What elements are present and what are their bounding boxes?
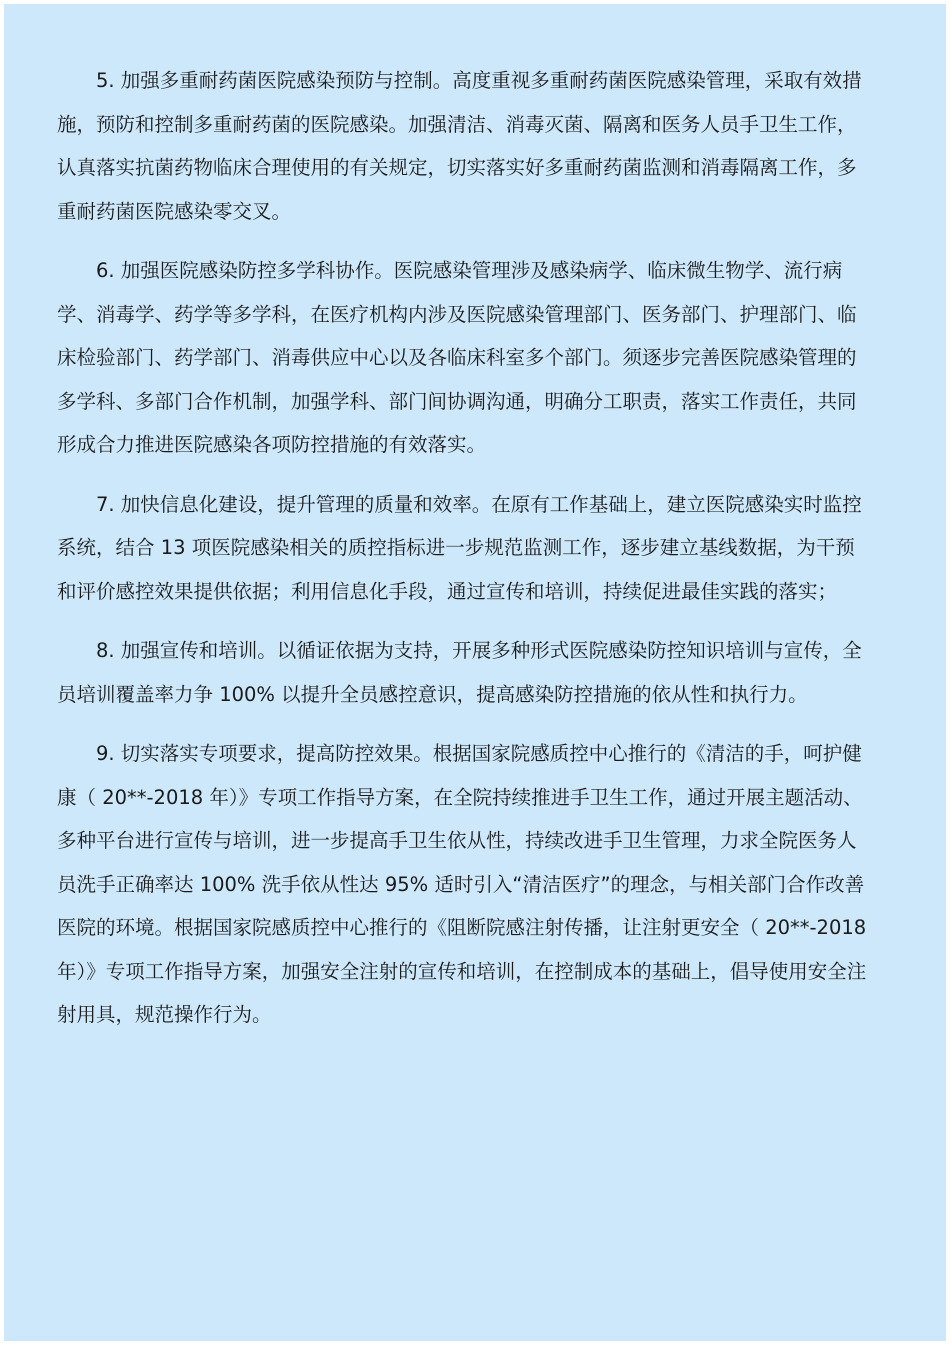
document-body [57, 59, 867, 1053]
paragraph-item-6: 6. 加强医院感染防控多学科协作。医院感染管理涉及感染病学、临床微生物学、流行病学、消毒学、药学等多学科，在医疗机构内涉及医院感染管理部门、医务部门、护理部门、临床检验部门、药学部门、消毒供应中心以及各临床科室多个部门。须逐步完善医院感染管理的多学科、多部门合作机制，加强学科、部门间协调沟通，明确分工职责，落实工作责任，共同形成合力推进医院感染各项防控措施的有效落实。 [57, 259, 857, 456]
paragraph-item-5: 5. 加强多重耐药菌医院感染预防与控制。高度重视多重耐药菌医院感染管理，采取有效措施，预防和控制多重耐药菌的医院感染。加强清洁、消毒灭菌、隔离和医务人员手卫生工作，认真落实抗菌药物临床合理使用的有关规定，切实落实好多重耐药菌监测和消毒隔离工作，多重耐药菌医院感染零交叉。 [57, 69, 862, 223]
paragraph-item-7: 7. 加快信息化建设，提升管理的质量和效率。在原有工作基础上，建立医院感染实时监控系统，结合 13 项医院感染相关的质控指标进一步规范监测工作，逐步建立基线数据，为干预和评价感控效果提供依据；利用信息化手段，通过宣传和培训，持续促进最佳实践的落实； [57, 492, 862, 603]
document-page [4, 4, 946, 1341]
paragraph-item-8: 8. 加强宣传和培训。以循证依据为支持，开展多种形式医院感染防控知识培训与宣传，全员培训覆盖率力争 100% 以提升全员感控意识，提高感染防控措施的依从性和执行力。 [57, 639, 862, 706]
paragraph-item-9: 9. 切实落实专项要求，提高防控效果。根据国家院感质控中心推行的《清洁的手，呵护健康（ 20**-2018 年）》专项工作指导方案，在全院持续推进手卫生工作，通过开展主题活动、多种平台进行宣传与培训，进一步提高手卫生依从性，持续改进手卫生管理，力求全院医务人员洗手正确率达 100% 洗手依从性达 95% 适时引入“清洁医疗”的理念，与相关部门合作改善医院的环境。根据国家院感质控中心推行的《阻断院感注射传播，让注射更安全（ 20**-2018 年）》专项工作指导方案，加强安全注射的宣传和培训，在控制成本的基础上，倡导使用安全注射用具，规范操作行为。 [57, 742, 867, 1026]
